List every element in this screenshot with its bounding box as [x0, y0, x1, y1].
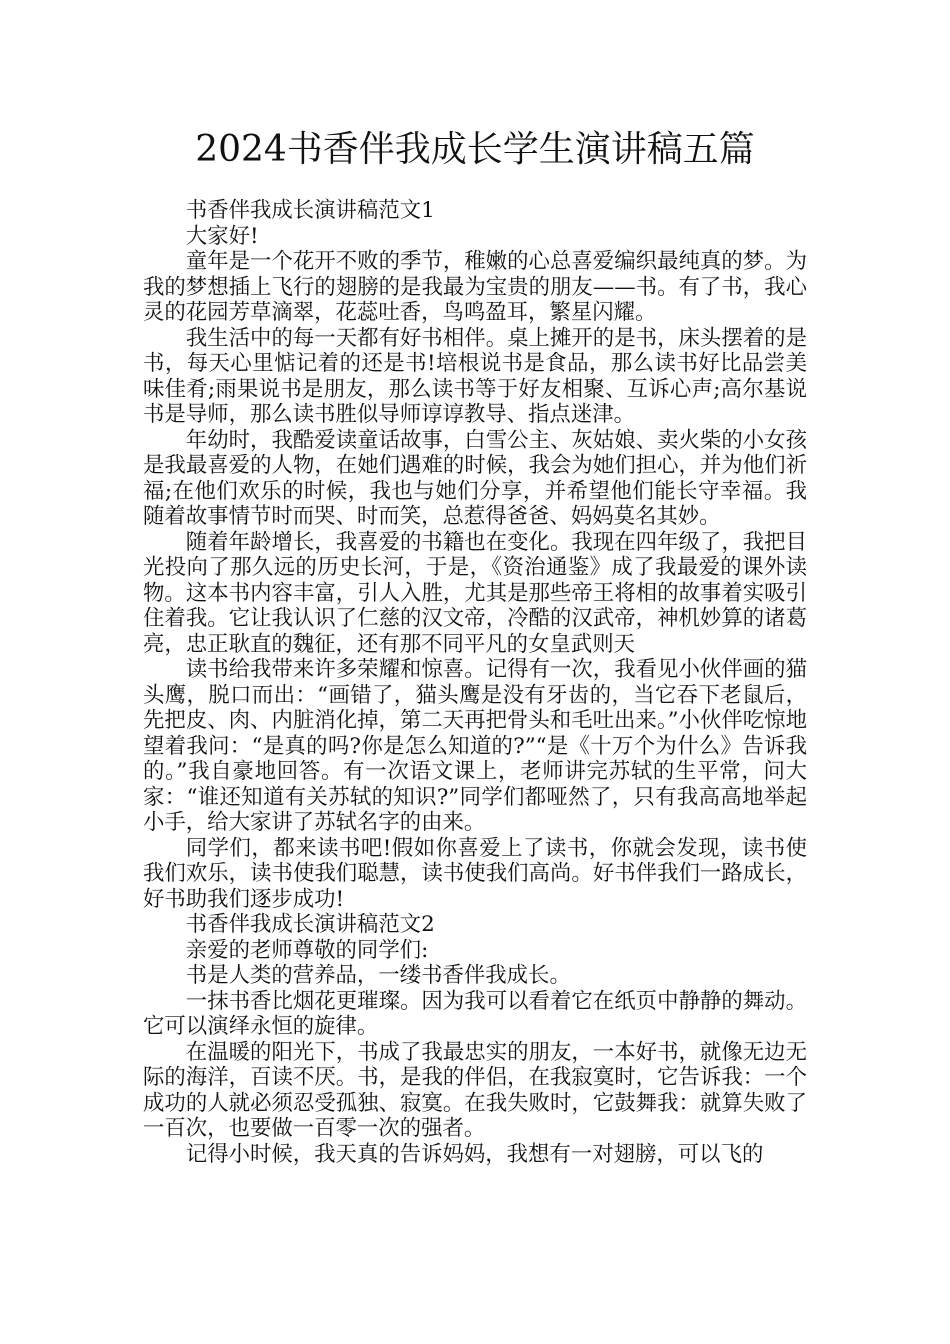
- document-body: [143, 198, 807, 1167]
- body-paragraph: 年幼时，我酷爱读童话故事，白雪公主、灰姑娘、卖火柴的小女孩是我最喜爱的人物，在她们遇难的时候，我会为她们担心，并为他们祈福;在他们欢乐的时候，我也与她们分享，并希望他们能长守幸福。我随着故事情节时而哭、时而笑，总惹得爸爸、妈妈莫名其妙。: [143, 427, 807, 529]
- greeting-paragraph: 大家好!: [185, 223, 259, 249]
- document-title: 2024书香伴我成长学生演讲稿五篇: [195, 129, 755, 170]
- body-paragraph: 一抹书香比烟花更璀璨。因为我可以看着它在纸页中静静的舞动。它可以演绎永恒的旋律。: [143, 988, 807, 1039]
- body-paragraph: 读书给我带来许多荣耀和惊喜。记得有一次，我看见小伙伴画的猫头鹰，脱口而出：“画错了，猫头鹰是没有牙齿的，当它吞下老鼠后，先把皮、肉、内脏消化掉，第二天再把骨头和毛吐出来。”小伙伴吃惊地望着我问：“是真的吗?你是怎么知道的?”“是《十万个为什么》告诉我的。”我自豪地回答。有一次语文课上，老师讲完苏轼的生平常，问大家：“谁还知道有关苏轼的知识?”同学们都哑然了，只有我高高地举起小手，给大家讲了苏轼名字的由来。: [143, 657, 807, 835]
- heading-speech-2: 书香伴我成长演讲稿范文2: [185, 912, 435, 937]
- body-paragraph: 童年是一个花开不败的季节，稚嫩的心总喜爱编织最纯真的梦。为我的梦想插上飞行的翅膀的是我最为宝贵的朋友——书。有了书，我心灵的花园芳草滴翠，花蕊吐香，鸟鸣盈耳，繁星闪耀。: [143, 249, 807, 325]
- body-paragraph: 书是人类的营养品，一缕书香伴我成长。: [185, 963, 571, 988]
- greeting-paragraph: 亲爱的老师尊敬的同学们:: [185, 937, 429, 963]
- body-paragraph: 随着年龄增长，我喜爱的书籍也在变化。我现在四年级了，我把目光投向了那久远的历史长河，于是，《资治通鉴》成了我最爱的课外读物。这本书内容丰富，引人入胜，尤其是那些帝王将相的故事着实吸引住着我。它让我认识了仁慈的汉文帝，冷酷的汉武帝，神机妙算的诸葛亮，忠正耿直的魏征，还有那不同平凡的女皇武则天: [143, 529, 807, 657]
- body-paragraph: 同学们，都来读书吧!假如你喜爱上了读书，你就会发现，读书使我们欢乐，读书使我们聪慧，读书使我们高尚。好书伴我们一路成长，好书助我们逐步成功!: [143, 835, 807, 912]
- body-paragraph: 记得小时候，我天真的告诉妈妈，我想有一对翅膀，可以飞的: [185, 1141, 764, 1167]
- heading-speech-1: 书香伴我成长演讲稿范文1: [185, 198, 435, 223]
- body-paragraph: 我生活中的每一天都有好书相伴。桌上摊开的是书，床头摆着的是书，每天心里惦记着的还是书!培根说书是食品，那么读书好比品尝美味佳肴;雨果说书是朋友，那么读书等于好友相聚、互诉心声;高尔基说书是导师，那么读书胜似导师谆谆教导、指点迷津。: [143, 325, 807, 427]
- body-paragraph: 在温暖的阳光下，书成了我最忠实的朋友，一本好书，就像无边无际的海洋，百读不厌。书，是我的伴侣，在我寂寞时，它告诉我：一个成功的人就必须忍受孤独、寂寞。在我失败时，它鼓舞我：就算失败了一百次，也要做一百零一次的强者。: [143, 1039, 807, 1141]
